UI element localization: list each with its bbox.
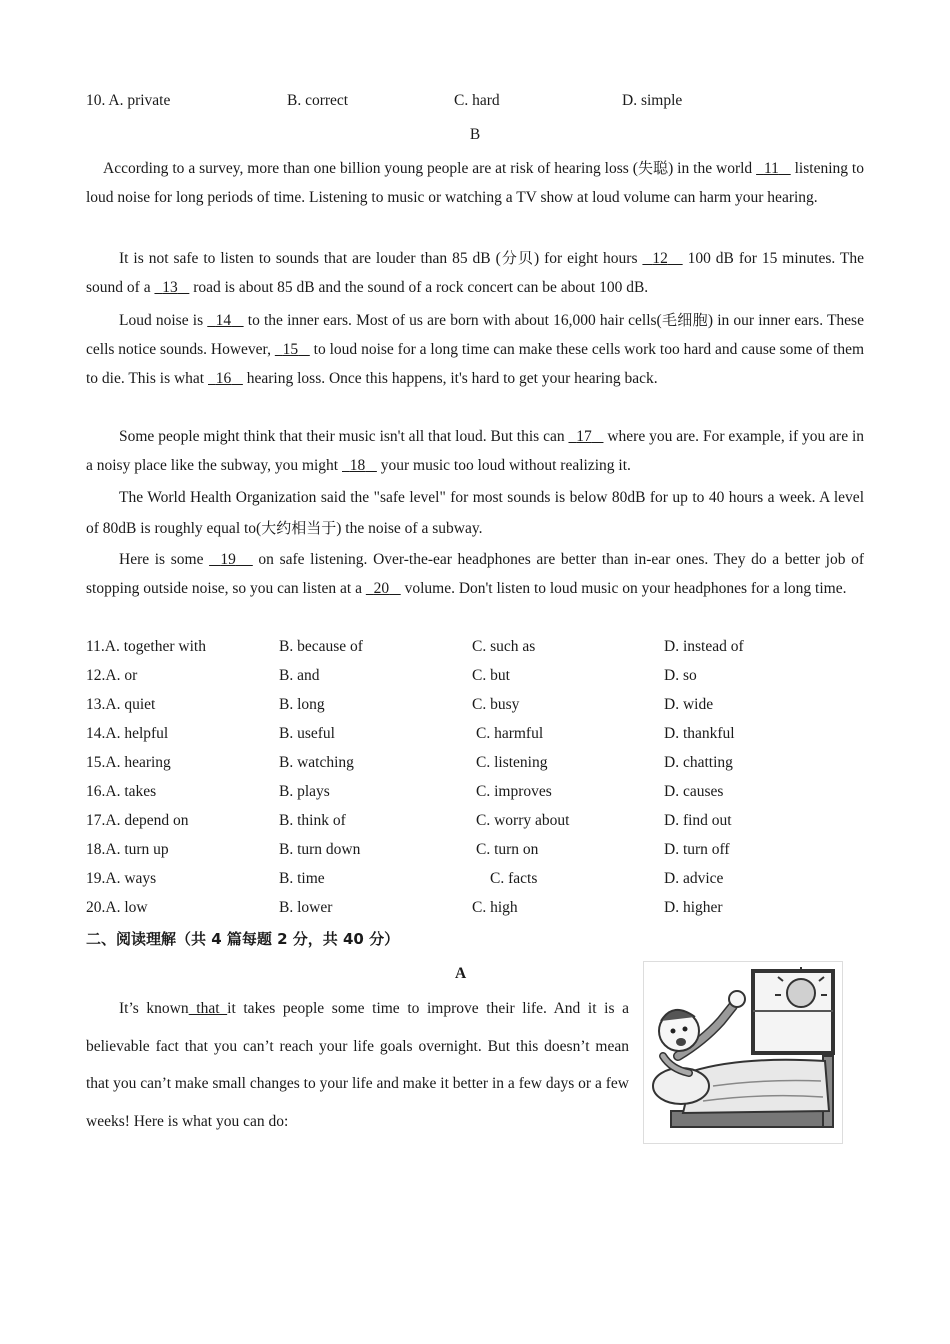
option-d: D. wide <box>664 696 714 713</box>
passage-b-paragraph-1 <box>86 154 864 212</box>
option-b: B. turn down <box>279 841 361 858</box>
passage-b-paragraph-4 <box>86 422 864 480</box>
blank-12 <box>642 250 682 267</box>
option-d: D. higher <box>664 899 723 916</box>
option-c: C. such as <box>472 638 536 655</box>
p6-text-2: on safe listening. Over-the-ear headphones are better than in-ear ones. They do a better job of stopping outside noise, so you can listen at a <box>86 551 865 597</box>
option-d: D. turn off <box>664 841 730 858</box>
blank-11-number: 11 <box>763 160 779 177</box>
pa1-text-2: it takes people some time to improve their life. And it is a believable fact that you can’t reach your life goals overnight. But this doesn’t mean that you can’t make small changes to your life and make it better in a few days or a few weeks! Here is what you can do: <box>86 1000 630 1130</box>
blank-19-number: 19 <box>220 551 236 568</box>
p5-chinese-gloss: 大约相当于 <box>261 519 337 537</box>
option-a: 15.A. hearing <box>86 754 171 771</box>
passage-a-paragraph-1 <box>86 990 629 1140</box>
option-c: C. high <box>472 899 518 916</box>
p3-text-2: to the inner ears. Most of us are born with about 16,000 hair cells( <box>243 312 662 329</box>
option-c: C. harmful <box>476 725 544 742</box>
option-b: B. and <box>279 667 320 684</box>
option-a: 19.A. ways <box>86 870 157 887</box>
p5-text-1: The World Health Organization said the "safe level" for most sounds is below 80dB for up to 40 hours a week. A level of 80dB is roughly equal to( <box>86 489 864 537</box>
option-b: B. time <box>279 870 325 887</box>
option-a: 18.A. turn up <box>86 841 169 858</box>
option-c: C. worry about <box>476 812 570 829</box>
option-c: C. but <box>472 667 510 684</box>
blank-13 <box>154 279 189 296</box>
passage-b-paragraph-2 <box>86 244 864 302</box>
option-a: 20.A. low <box>86 899 148 916</box>
option-row <box>86 661 866 690</box>
blank-17-number: 17 <box>576 428 592 445</box>
option-c: C. listening <box>476 754 548 771</box>
p2-text-4: road is about 85 dB and the sound of a rock concert can be about 100 dB. <box>189 279 649 296</box>
option-d: D. so <box>664 667 697 684</box>
p2-text-3: 100 dB for 15 minutes. The sound of a <box>86 250 865 296</box>
blank-16 <box>208 370 243 387</box>
passage-b-paragraph-3 <box>86 306 864 393</box>
p3-text-1: Loud noise is <box>119 312 208 329</box>
passage-b-paragraph-6 <box>86 545 864 603</box>
blank-20-number: 20 <box>373 580 390 597</box>
option-row <box>86 748 866 777</box>
blank-11 <box>756 160 791 177</box>
p3-text-5: hearing loss. Once this happens, it's hard to get your hearing back. <box>242 370 658 387</box>
p1-text-3: listening to loud noise for long periods of time. Listening to music or watching a TV show at loud volume can harm your hearing. <box>86 160 864 206</box>
option-c: C. turn on <box>476 841 539 858</box>
p1-chinese-gloss: 失聪 <box>637 159 669 177</box>
blank-18 <box>342 457 377 474</box>
option-row <box>86 719 866 748</box>
blank-18-number: 18 <box>349 457 366 474</box>
option-c: C. busy <box>472 696 520 713</box>
option-a: 17.A. depend on <box>86 812 189 829</box>
q10-option-d: D. simple <box>622 92 683 109</box>
option-a: 12.A. or <box>86 667 138 684</box>
option-a: 13.A. quiet <box>86 696 156 713</box>
p6-text-1: Here is some <box>119 551 210 568</box>
option-d: D. chatting <box>664 754 733 771</box>
q10-option-b: B. correct <box>287 92 349 109</box>
blank-14 <box>207 312 243 329</box>
blank-12-number: 12 <box>652 250 668 267</box>
option-a: 11.A. together with <box>86 638 206 655</box>
passage-b-paragraph-5 <box>86 482 864 544</box>
option-b: B. plays <box>279 783 330 800</box>
option-d: D. find out <box>664 812 732 829</box>
q10-option-a: 10. A. private <box>86 92 171 109</box>
q10-option-c: C. hard <box>454 92 500 109</box>
p3-chinese-gloss: 毛细胞 <box>661 311 708 329</box>
option-row <box>86 806 866 835</box>
option-d: D. causes <box>664 783 724 800</box>
section-b-label: B <box>469 126 481 143</box>
option-b: B. lower <box>279 899 333 916</box>
passage-a-label: A <box>455 965 467 982</box>
option-b: B. long <box>279 696 325 713</box>
option-row <box>86 777 866 806</box>
option-b: B. think of <box>279 812 346 829</box>
option-d: D. thankful <box>664 725 735 742</box>
p1-text-2: ) in the world <box>668 160 757 177</box>
option-row <box>86 893 866 922</box>
pa1-underlined-that: that <box>188 1000 228 1017</box>
p4-text-3: your music too loud without realizing it. <box>376 457 631 474</box>
option-row <box>86 835 866 864</box>
blank-19 <box>209 551 253 568</box>
boy-waking-up-illustration <box>643 961 843 1144</box>
p3-text-4: to loud noise for a long time can make these cells work too hard and cause some of them to die. This is what <box>86 341 865 387</box>
blank-17 <box>568 428 603 445</box>
p4-text-1: Some people might think that their music isn't all that loud. But this can <box>119 428 569 445</box>
option-d: D. instead of <box>664 638 744 655</box>
p4-text-2: where you are. For example, if you are in a noisy place like the subway, you might <box>86 428 865 474</box>
p6-text-3: volume. Don't listen to loud music on your headphones for a long time. <box>400 580 847 597</box>
option-b: B. watching <box>279 754 354 771</box>
p2-text-2: ) for eight hours <box>533 250 643 267</box>
blank-15-number: 15 <box>282 341 299 358</box>
option-row <box>86 864 866 893</box>
option-a: 16.A. takes <box>86 783 157 800</box>
pa1-text-1: It’s known <box>119 1000 189 1017</box>
option-a: 14.A. helpful <box>86 725 169 742</box>
blank-20 <box>366 580 401 597</box>
p3-text-3: ) in our inner ears. These cells notice sounds. However, <box>86 312 864 358</box>
blank-15 <box>275 341 310 358</box>
blank-14-number: 14 <box>215 312 232 329</box>
blank-16-number: 16 <box>215 370 232 387</box>
option-c: C. improves <box>476 783 552 800</box>
option-d: D. advice <box>664 870 724 887</box>
q10-options <box>86 86 866 115</box>
section-2-heading: 二、阅读理解（共 4 篇每题 2 分，共 40 分） <box>86 930 400 948</box>
option-b: B. useful <box>279 725 335 742</box>
p2-text-1: It is not safe to listen to sounds that are louder than 85 dB ( <box>119 250 501 267</box>
option-row <box>86 632 866 661</box>
option-c: C. facts <box>490 870 538 887</box>
p5-text-2: ) the noise of a subway. <box>336 520 483 537</box>
blank-13-number: 13 <box>162 279 178 296</box>
option-b: B. because of <box>279 638 363 655</box>
p2-chinese-gloss: 分贝 <box>500 249 534 267</box>
p1-text-1: According to a survey, more than one billion young people are at risk of hearing loss ( <box>103 160 638 177</box>
option-row <box>86 690 866 719</box>
